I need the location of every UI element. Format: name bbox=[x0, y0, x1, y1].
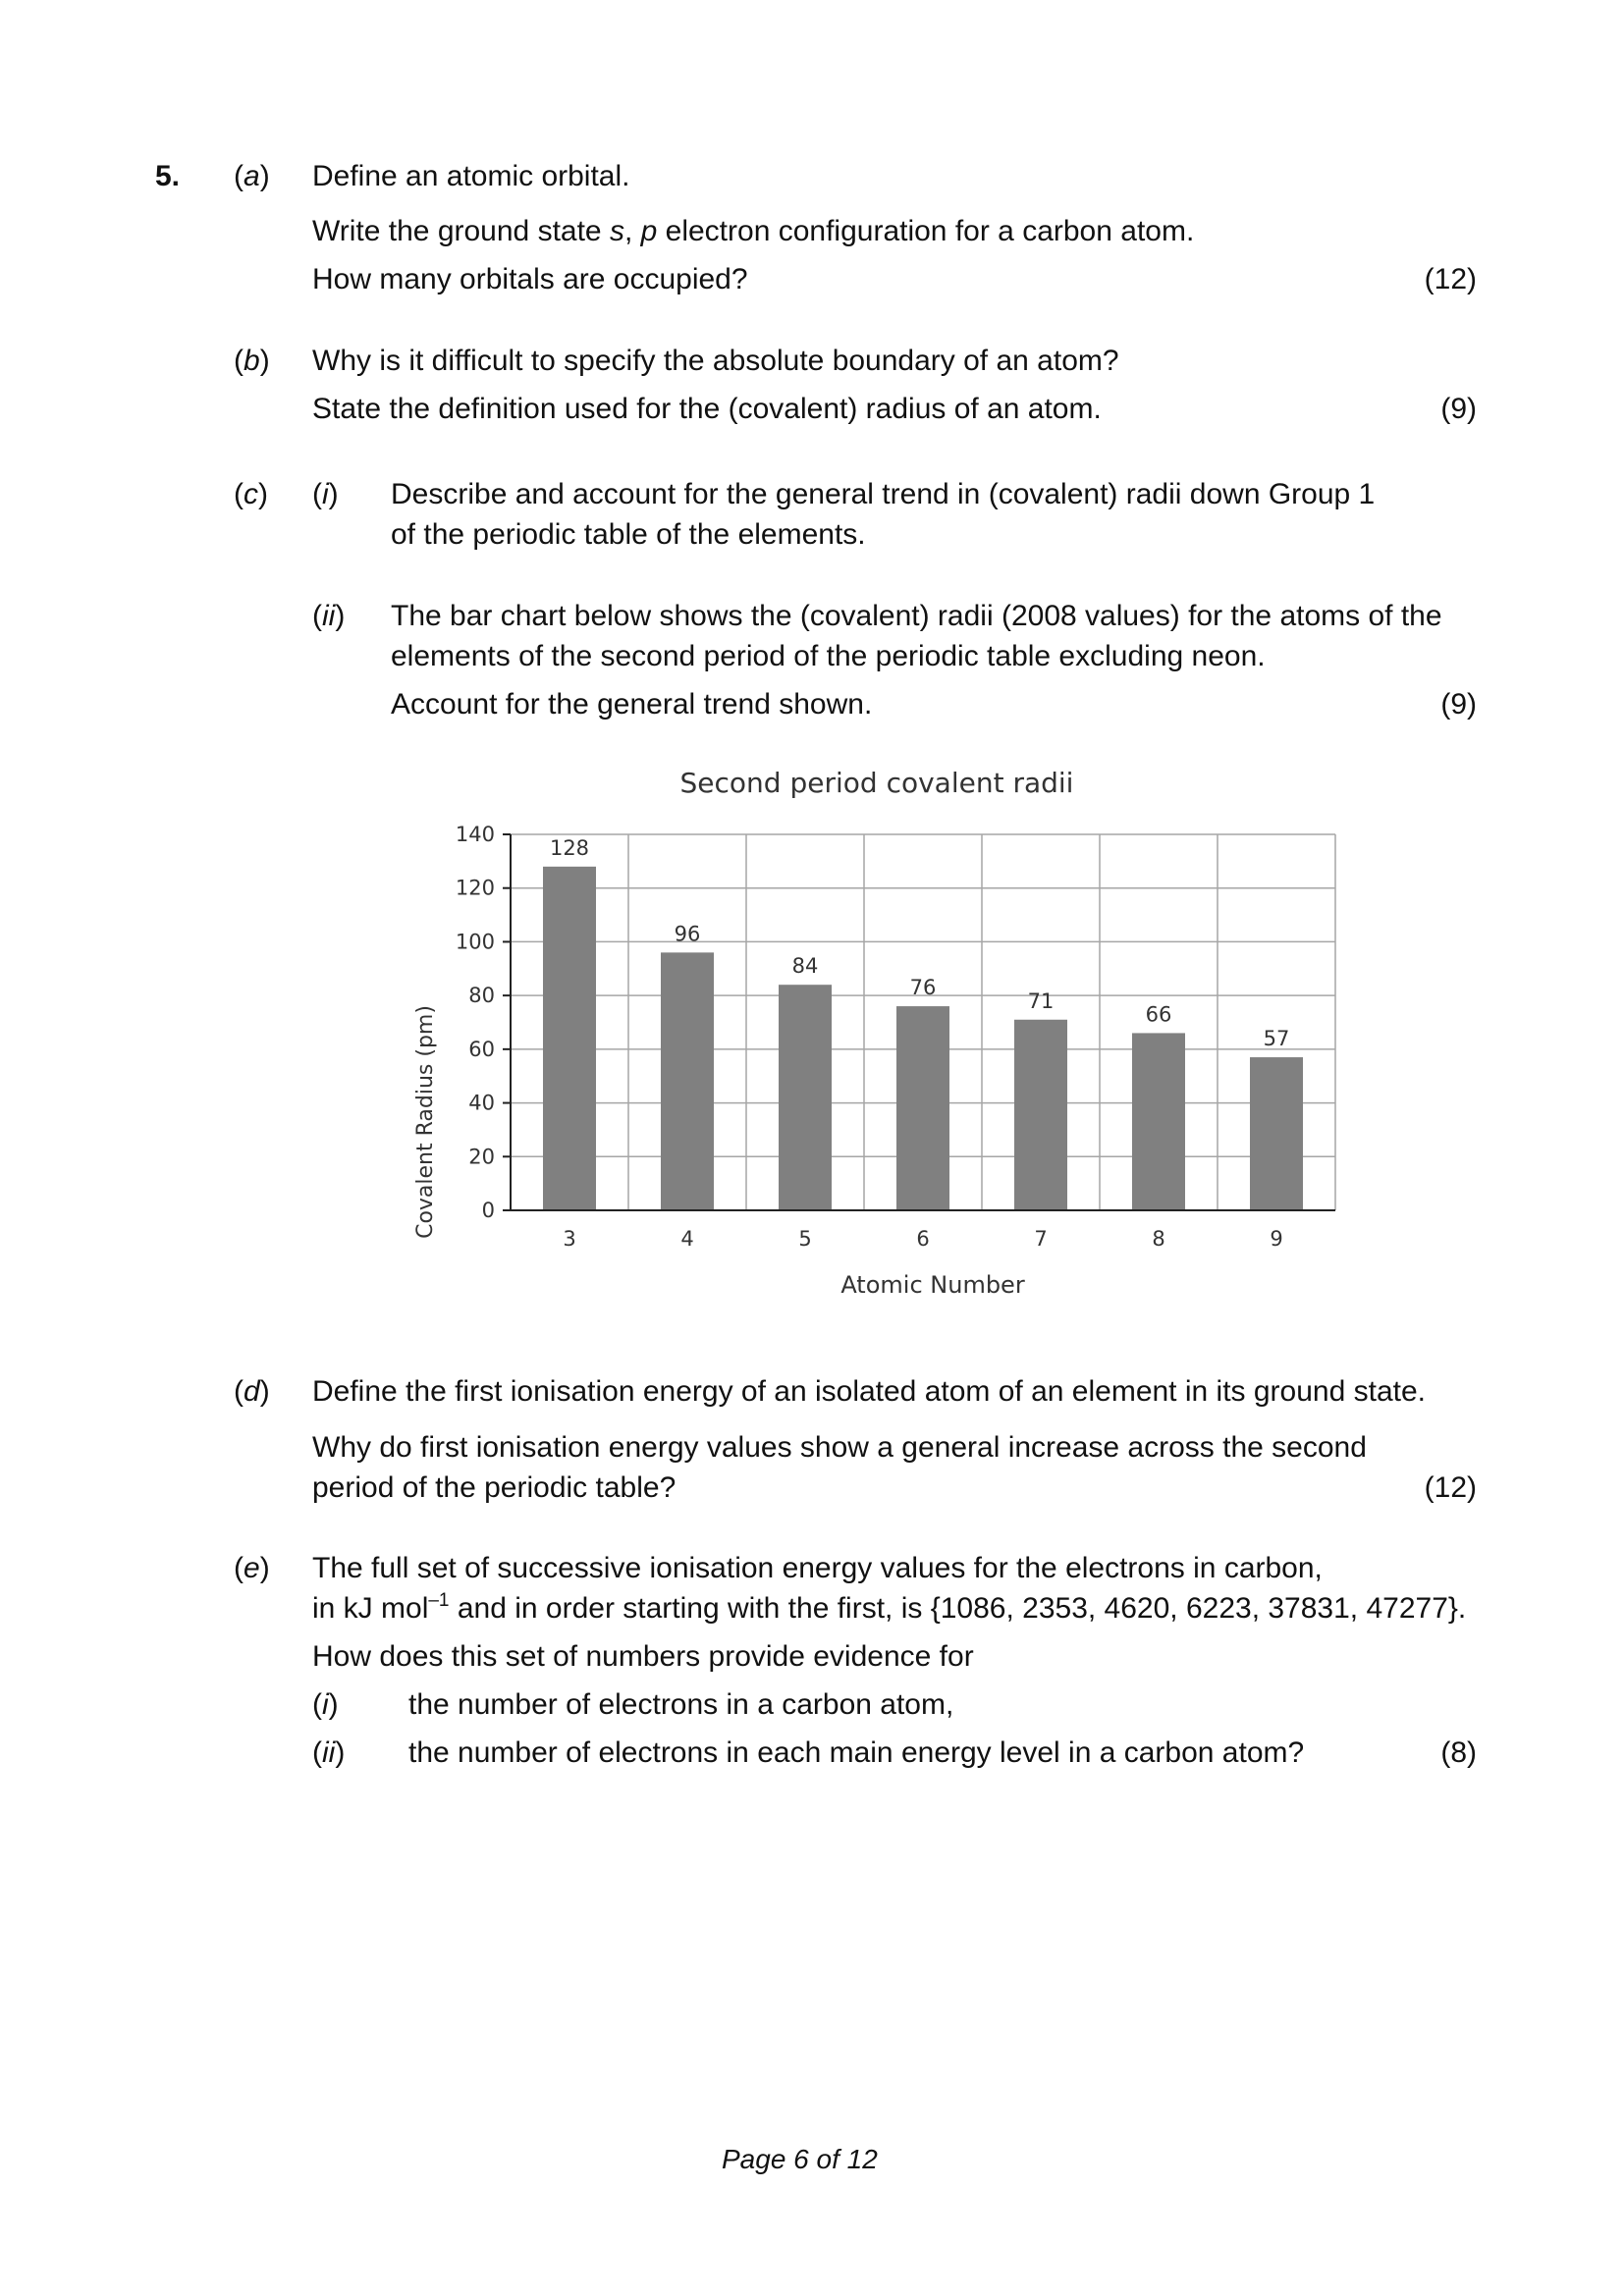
part-b-line2: State the definition used for the (covalent) radius of an atom. bbox=[312, 393, 1102, 425]
page-footer: Page 6 of 12 bbox=[722, 2144, 878, 2174]
bar-9 bbox=[1250, 1057, 1303, 1210]
part-c-ii-label: (ii) bbox=[312, 600, 346, 632]
part-c-i-label: (i) bbox=[312, 478, 339, 510]
question-number: 5. bbox=[155, 160, 181, 192]
y-tick-40: 40 bbox=[468, 1091, 495, 1115]
bar-6 bbox=[896, 1006, 949, 1210]
x-tick-5: 5 bbox=[798, 1227, 812, 1251]
data-label-6: 76 bbox=[909, 976, 937, 1000]
part-c-label: (c) bbox=[234, 478, 268, 510]
part-a-line3: How many orbitals are occupied? bbox=[312, 263, 748, 295]
x-tick-3: 3 bbox=[563, 1227, 576, 1251]
part-a-label: (a) bbox=[234, 160, 270, 192]
chart-x-tick-labels bbox=[563, 1227, 1282, 1251]
part-c-ii-marks: (9) bbox=[1440, 688, 1477, 721]
part-e-line1: The full set of successive ionisation energy values for the electrons in carbon, bbox=[312, 1552, 1323, 1584]
y-tick-20: 20 bbox=[468, 1145, 495, 1169]
x-tick-7: 7 bbox=[1034, 1227, 1048, 1251]
part-a-line2: Write the ground state s, p electron configuration for a carbon atom. bbox=[312, 215, 1195, 247]
chart-title: Second period covalent radii bbox=[679, 767, 1074, 799]
part-e-ii-label: (ii) bbox=[312, 1736, 346, 1769]
part-d-line2: Why do first ionisation energy values show a general increase across the second bbox=[312, 1431, 1367, 1464]
part-d-line1: Define the first ionisation energy of an isolated atom of an element in its ground state. bbox=[312, 1375, 1426, 1408]
data-label-9: 57 bbox=[1263, 1027, 1290, 1051]
part-b-line1: Why is it difficult to specify the absolute boundary of an atom? bbox=[312, 345, 1119, 377]
part-d-marks: (12) bbox=[1424, 1471, 1477, 1504]
x-tick-8: 8 bbox=[1152, 1227, 1165, 1251]
bar-3 bbox=[543, 867, 596, 1210]
part-c-ii-line3: Account for the general trend shown. bbox=[391, 688, 873, 721]
part-e-i-label: (i) bbox=[312, 1688, 339, 1721]
data-label-4: 96 bbox=[674, 922, 701, 946]
data-label-3: 128 bbox=[549, 835, 590, 860]
data-label-7: 71 bbox=[1027, 988, 1055, 1013]
bar-4 bbox=[661, 952, 714, 1210]
data-label-8: 66 bbox=[1145, 1002, 1172, 1027]
y-tick-100: 100 bbox=[455, 930, 495, 954]
bar-8 bbox=[1132, 1033, 1185, 1210]
part-e-marks: (8) bbox=[1440, 1736, 1477, 1769]
part-c-i-line1: Describe and account for the general trend in (covalent) radii down Group 1 bbox=[391, 478, 1376, 510]
y-tick-60: 60 bbox=[468, 1037, 495, 1061]
part-d-label: (d) bbox=[234, 1375, 270, 1408]
part-c-ii-line1: The bar chart below shows the (covalent) radii (2008 values) for the atoms of the bbox=[391, 600, 1442, 632]
x-tick-9: 9 bbox=[1270, 1227, 1283, 1251]
part-e-i-text: the number of electrons in a carbon atom, bbox=[408, 1688, 954, 1721]
part-d-line3: period of the periodic table? bbox=[312, 1471, 677, 1504]
bar-7 bbox=[1014, 1020, 1067, 1210]
chart-x-axis-label: Atomic Number bbox=[840, 1271, 1025, 1299]
bar-5 bbox=[779, 985, 832, 1210]
part-b-label: (b) bbox=[234, 345, 270, 377]
y-tick-120: 120 bbox=[455, 876, 495, 900]
part-e-line3: How does this set of numbers provide evidence for bbox=[312, 1640, 974, 1673]
part-e-label: (e) bbox=[234, 1552, 270, 1584]
part-c-ii-line2: elements of the second period of the periodic table excluding neon. bbox=[391, 640, 1266, 672]
part-a-line1: Define an atomic orbital. bbox=[312, 160, 630, 192]
y-tick-80: 80 bbox=[468, 984, 495, 1008]
chart-y-axis-label: Covalent Radius (pm) bbox=[413, 1005, 438, 1239]
part-e-line2: in kJ mol$^{-1}$ and in order starting with the first, is {1086, 2353, 4620, 6223, 37831, 47277}. bbox=[312, 1590, 1467, 1625]
y-tick-0: 0 bbox=[481, 1199, 495, 1222]
part-a-marks: (12) bbox=[1424, 263, 1477, 295]
chart-y-tick-labels bbox=[456, 823, 495, 1222]
y-tick-140: 140 bbox=[455, 823, 495, 846]
part-c-i-line2: of the periodic table of the elements. bbox=[391, 518, 866, 551]
part-b-marks: (9) bbox=[1440, 393, 1477, 425]
chart-bars bbox=[543, 867, 1303, 1210]
x-tick-6: 6 bbox=[916, 1227, 930, 1251]
x-tick-4: 4 bbox=[680, 1227, 694, 1251]
data-label-5: 84 bbox=[791, 954, 819, 979]
part-e-ii-text: the number of electrons in each main energy level in a carbon atom? bbox=[408, 1736, 1305, 1769]
covalent-radii-bar-chart bbox=[393, 751, 1375, 1310]
